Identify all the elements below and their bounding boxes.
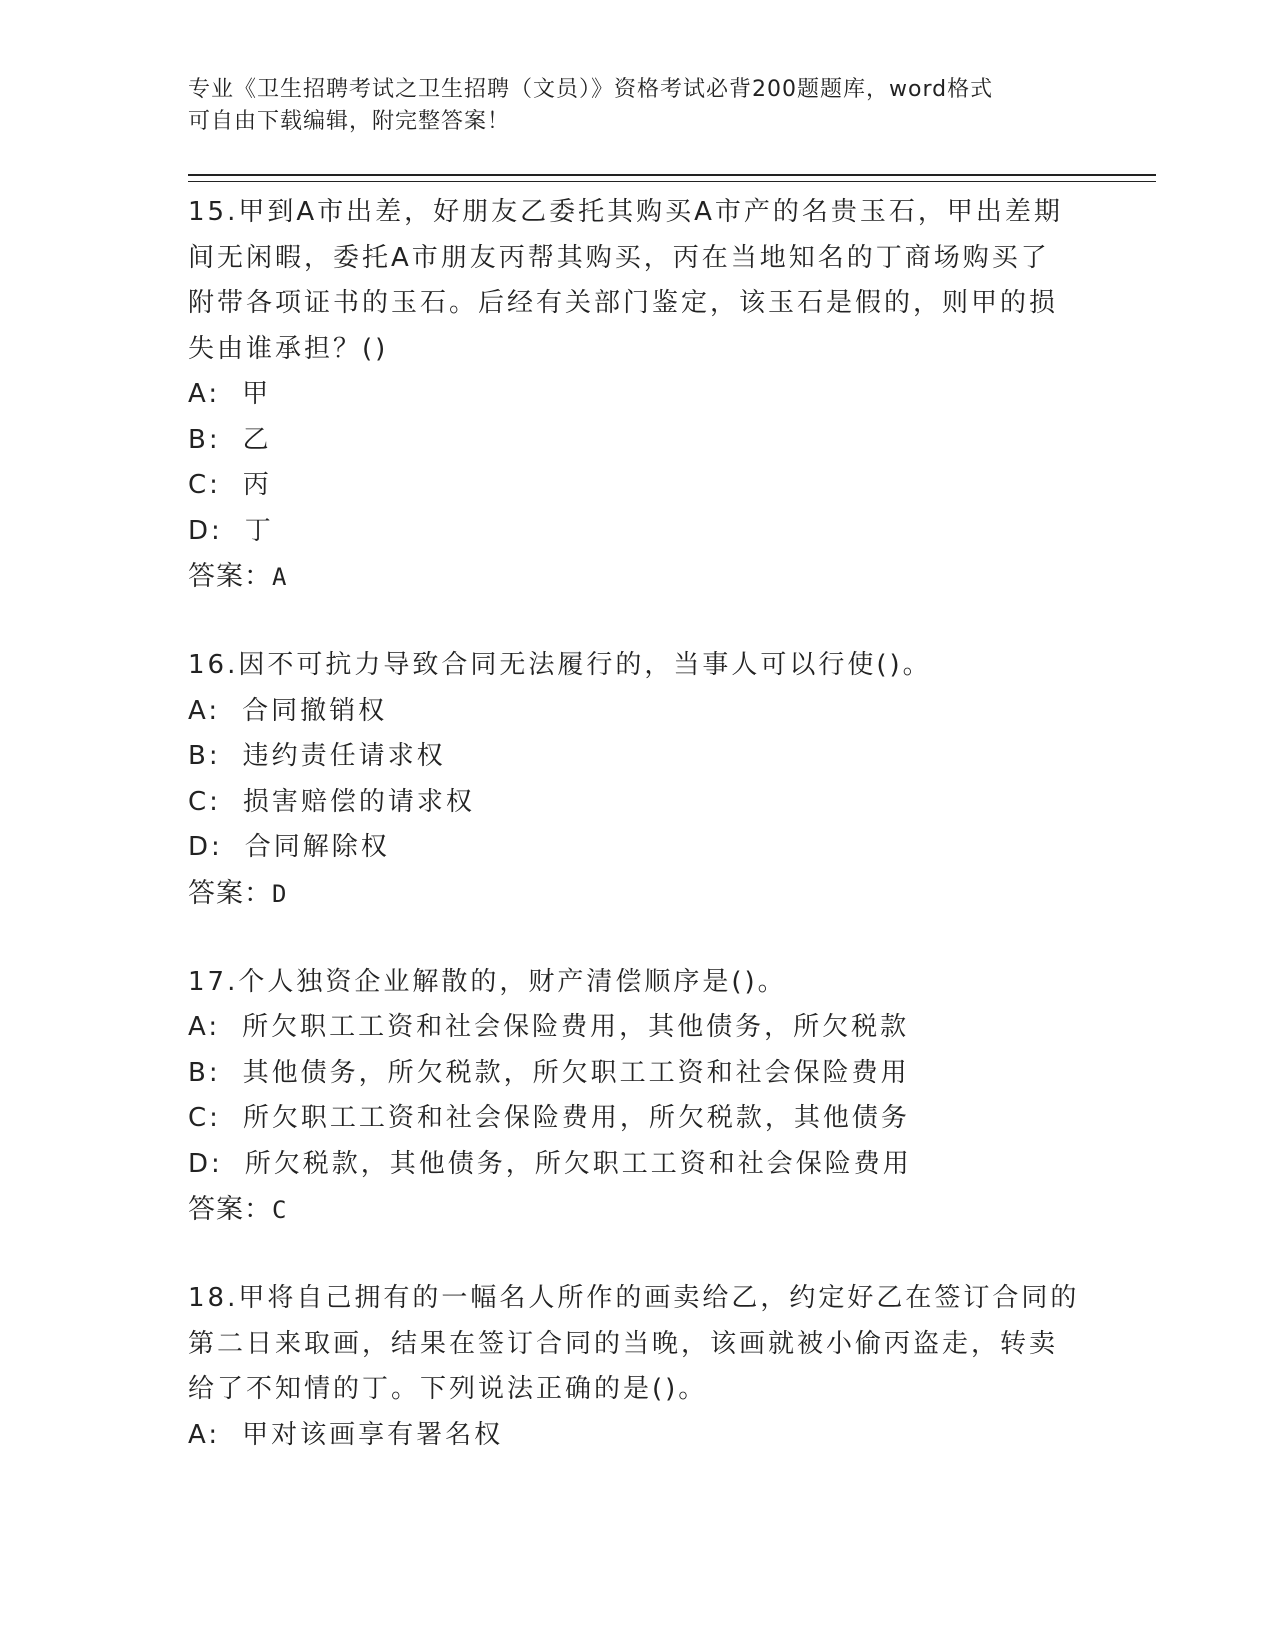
option-letter: A: (188, 1419, 221, 1450)
answer-line (188, 871, 1088, 917)
option-a (188, 372, 1088, 418)
option-a (188, 689, 1088, 735)
answer-label: 答案： (188, 561, 272, 592)
option-c (188, 1096, 1088, 1142)
option-text: 所欠职工工资和社会保险费用，其他债务，所欠税款 (242, 1012, 910, 1042)
question-15 (188, 190, 1088, 600)
option-text: 丙 (242, 470, 272, 500)
question-line: 给了不知情的丁。下列说法正确的是()。 (188, 1374, 708, 1404)
option-d (188, 825, 1088, 871)
option-letter: C: (188, 1103, 221, 1133)
option-letter: B: (188, 424, 221, 455)
question-text (188, 643, 1088, 689)
option-b (188, 1051, 1088, 1097)
answer-line (188, 554, 1088, 600)
option-letter: B: (188, 741, 221, 771)
header-rule-thick (188, 174, 1156, 176)
option-c (188, 463, 1088, 509)
answer-value: C (272, 1196, 288, 1224)
option-a (188, 1005, 1088, 1051)
question-17 (188, 960, 1088, 1234)
answer-value: A (272, 563, 288, 591)
answer-label: 答案： (188, 877, 272, 909)
question-list (188, 190, 1088, 1501)
header-line-2: 可自由下载编辑，附完整答案！ (188, 109, 511, 134)
question-line: 附带各项证书的玉石。后经有关部门鉴定，该玉石是假的，则甲的损 (188, 288, 1059, 318)
header-rule-thin (188, 181, 1156, 182)
option-d (188, 1142, 1088, 1188)
question-line: 18.甲将自己拥有的一幅名人所作的画卖给乙，约定好乙在签订合同的 (188, 1283, 1080, 1313)
option-text: 损害赔偿的请求权 (242, 786, 475, 817)
option-letter: A: (188, 379, 221, 409)
option-letter: D: (188, 1148, 223, 1179)
question-line: 失由谁承担？() (188, 333, 389, 364)
option-d (188, 509, 1088, 555)
option-text: 丁 (244, 515, 274, 546)
question-text (188, 960, 1088, 1006)
option-text: 所欠税款，其他债务，所欠职工工资和社会保险费用 (244, 1148, 912, 1179)
option-text: 其他债务，所欠税款，所欠职工工资和社会保险费用 (242, 1057, 910, 1088)
option-letter: D: (188, 832, 223, 862)
question-text (188, 190, 1088, 372)
document-header (188, 74, 1088, 138)
option-letter: C: (188, 786, 221, 817)
question-text (188, 1276, 1088, 1413)
option-text: 合同解除权 (244, 832, 390, 862)
answer-value: D (272, 879, 288, 908)
question-16 (188, 643, 1088, 917)
option-text: 乙 (242, 424, 272, 455)
option-text: 甲 (242, 379, 272, 409)
option-letter: B: (188, 1057, 221, 1088)
option-text: 所欠职工工资和社会保险费用，所欠税款，其他债务 (242, 1103, 910, 1133)
question-line: 15.甲到A市出差，好朋友乙委托其购买A市产的名贵玉石，甲出差期 (188, 197, 1063, 227)
option-b (188, 734, 1088, 780)
question-line: 16.因不可抗力导致合同无法履行的，当事人可以行使()。 (188, 650, 932, 680)
option-c (188, 780, 1088, 826)
header-line-1: 专业《卫生招聘考试之卫生招聘（文员）》资格考试必背200题题库，word格式 (188, 77, 994, 102)
option-a (188, 1413, 1088, 1459)
option-letter: A: (188, 695, 221, 726)
option-b (188, 418, 1088, 464)
option-letter: C: (188, 470, 221, 500)
question-line: 间无闲暇，委托A市朋友丙帮其购买，丙在当地知名的丁商场购买了 (188, 242, 1050, 273)
question-line: 第二日来取画，结果在签订合同的当晚，该画就被小偷丙盗走，转卖 (188, 1328, 1059, 1359)
option-text: 甲对该画享有署名权 (242, 1419, 504, 1450)
option-text: 违约责任请求权 (242, 741, 446, 771)
answer-line (188, 1187, 1088, 1233)
option-text: 合同撤销权 (242, 695, 388, 726)
answer-label: 答案： (188, 1194, 272, 1225)
question-18 (188, 1276, 1088, 1458)
option-letter: D: (188, 515, 223, 546)
question-line: 17.个人独资企业解散的，财产清偿顺序是()。 (188, 966, 787, 997)
option-letter: A: (188, 1012, 221, 1042)
